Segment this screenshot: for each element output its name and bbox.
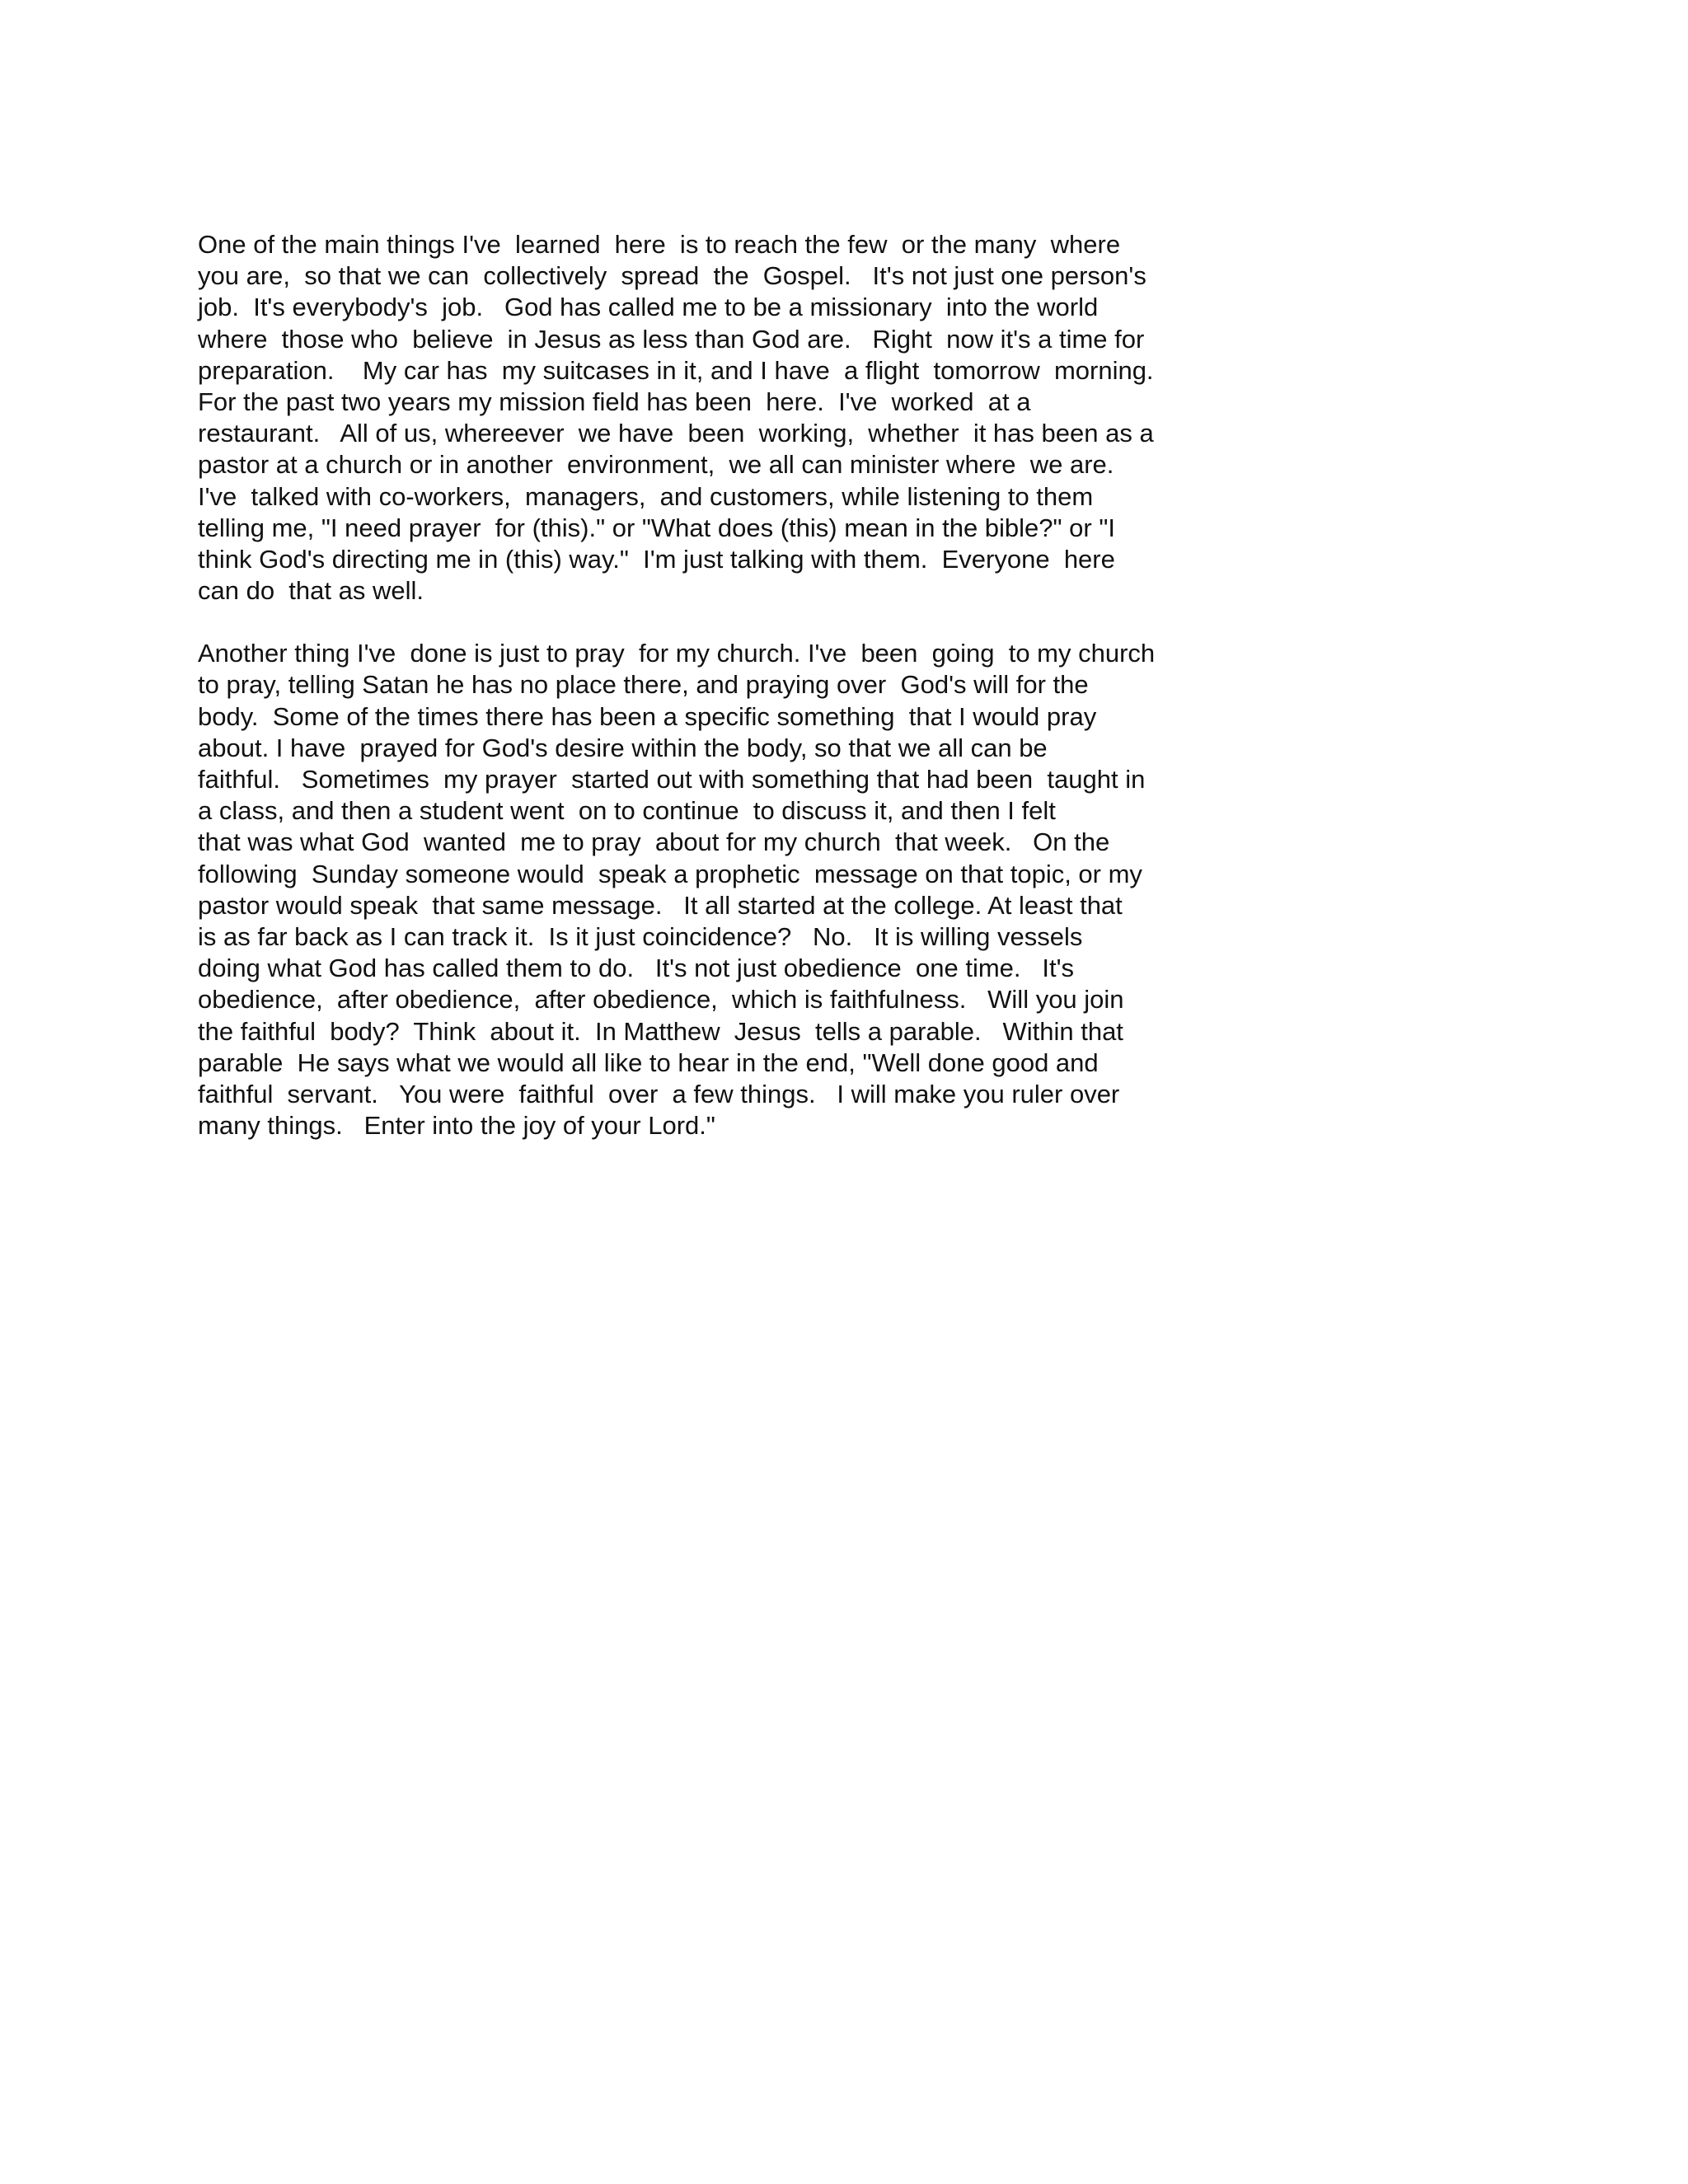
paragraph-1 — [198, 229, 1220, 607]
text-line: where those who believe in Jesus as less than God are. Right now it's a time for — [198, 324, 1145, 354]
text-line: I've talked with co-workers, managers, and customers, while listening to them — [198, 481, 1094, 511]
text-line: to pray, telling Satan he has no place there, and praying over God's will for the — [198, 670, 1089, 700]
text-line: many things. Enter into the joy of your Lord." — [198, 1111, 715, 1141]
text-line: the faithful body? Think about it. In Matthew Jesus tells a parable. Within that — [198, 1016, 1123, 1046]
text-line: telling me, "I need prayer for (this)." or "What does (this) mean in the bible?" or "I — [198, 513, 1115, 542]
text-line: pastor would speak that same message. It all started at the college. At least that — [198, 890, 1123, 920]
paragraph-2 — [198, 638, 1220, 1141]
text-line: For the past two years my mission field has been here. I've worked at a — [198, 387, 1031, 416]
text-line: pastor at a church or in another environment, we all can minister where we are. — [198, 450, 1114, 480]
text-line: faithful servant. You were faithful over a few things. I will make you ruler over — [198, 1079, 1120, 1108]
text-line: restaurant. All of us, whereever we have been working, whether it has been as a — [198, 419, 1154, 448]
text-line: faithful. Sometimes my prayer started out with something that had been taught in — [198, 765, 1146, 794]
document-body — [198, 229, 1220, 1141]
text-line: you are, so that we can collectively spread the Gospel. It's not just one person's — [198, 261, 1146, 291]
text-line: that was what God wanted me to pray about for my church that week. On the — [198, 827, 1110, 857]
text-line: preparation. My car has my suitcases in it, and I have a flight tomorrow morning. — [198, 355, 1154, 385]
text-line: One of the main things I've learned here is to reach the few or the many where — [198, 230, 1121, 259]
text-line: following Sunday someone would speak a prophetic message on that topic, or my — [198, 859, 1142, 888]
text-line: a class, and then a student went on to continue to discuss it, and then I felt — [198, 796, 1056, 826]
text-line: body. Some of the times there has been a specific something that I would pray — [198, 701, 1097, 731]
text-line: parable He says what we would all like to hear in the end, "Well done good and — [198, 1047, 1099, 1077]
text-line: about. I have prayed for God's desire within the body, so that we all can be — [198, 733, 1048, 762]
text-line: is as far back as I can track it. Is it just coincidence? No. It is willing vessels — [198, 921, 1083, 951]
text-line: Another thing I've done is just to pray for my church. I've been going to my church — [198, 639, 1156, 668]
text-line: job. It's everybody's job. God has called me to be a missionary into the world — [198, 293, 1099, 322]
text-line: can do that as well. — [198, 576, 424, 606]
text-line: doing what God has called them to do. It's not just obedience one time. It's — [198, 954, 1075, 983]
text-line: obedience, after obedience, after obedience, which is faithfulness. Will you join — [198, 985, 1124, 1015]
text-line: think God's directing me in (this) way." I'm just talking with them. Everyone here — [198, 544, 1115, 574]
